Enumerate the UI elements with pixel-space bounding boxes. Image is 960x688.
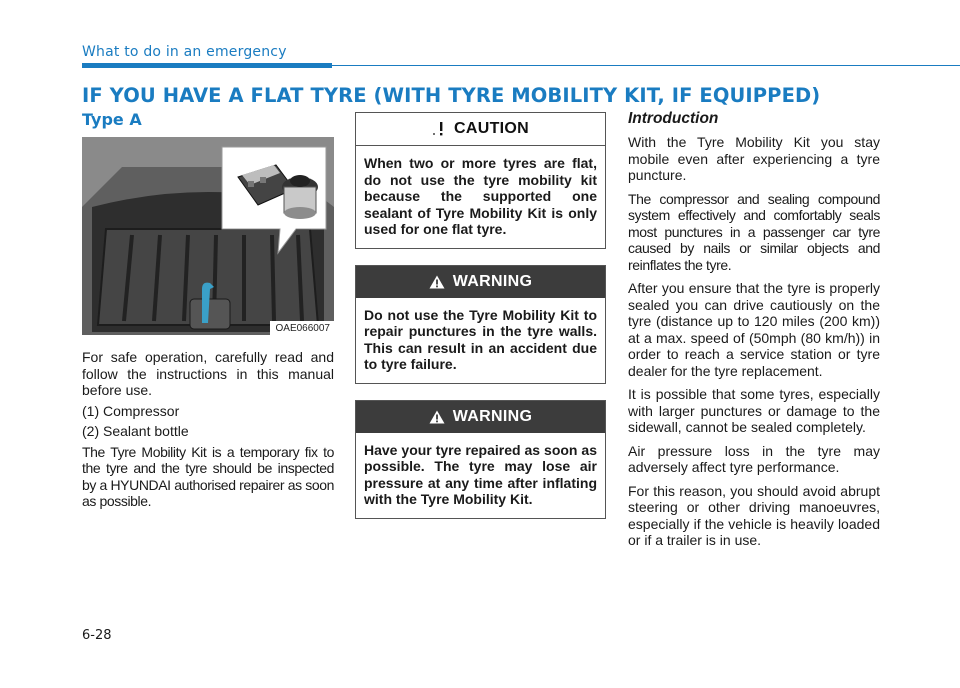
intro-paragraph-4: It is possible that some tyres, especially with larger punctures or damage to the sidewall, cannot be sealed completely. [628,386,880,435]
intro-paragraph-6: For this reason, you should avoid abrupt steering or other driving manoeuvres, especially if the vehicle is heavily loaded or if a trailer is in use. [628,482,880,548]
caution-label: CAUTION [454,120,529,137]
intro-paragraph-3: After you ensure that the tyre is properly sealed you can drive cautiously on the tyre (distance up to 120 miles (200 km)) at a max. speed of (50mph (80 km/h)) in order to reach a service station or tyre dealer for the tyre replacement. [628,280,880,379]
intro-paragraph-1: With the Tyre Mobility Kit you stay mobile even after experiencing a tyre puncture. [628,134,880,183]
intro-paragraph-2: The compressor and sealing compound system effectively and comfortably seals most punctures in a passenger car tyre caused by nails or similar objects and reinflates the tyre. [628,190,880,273]
introduction-heading: Introduction [628,110,719,127]
page-number: 6-28 [82,628,112,643]
warning-icon [429,275,445,289]
warning-icon [429,410,445,424]
page-title: IF YOU HAVE A FLAT TYRE (WITH TYRE MOBILITY KIT, IF EQUIPPED) [82,84,821,107]
warning-text-repair-soon: Have your tyre repaired as soon as possible. The tyre may lose air pressure at any time after inflating with the Tyre Mobility Kit. [364,441,597,507]
warning-text-wall-punctures: Do not use the Tyre Mobility Kit to repair punctures in the tyre walls. This can result in an accident due to tyre failure. [364,306,597,372]
caution-box [355,112,606,249]
warning-header [356,401,605,433]
caution-icon [432,121,446,137]
warning-label: WARNING [452,272,533,290]
section-header: What to do in an emergency [82,44,287,60]
intro-paragraph-5: Air pressure loss in the tyre may adversely affect tyre performance. [628,442,880,475]
caution-text: When two or more tyres are flat, do not use the tyre mobility kit because the supported one sealant of Tyre Mobility Kit is only used for one flat tyre. [364,155,597,237]
list-item-sealant-bottle: (2) Sealant bottle [82,423,189,439]
header-rule-thin [332,65,960,66]
temporary-fix-paragraph: The Tyre Mobility Kit is a temporary fix to the tyre and the tyre should be inspected by a HYUNDAI authorised repairer as soon as possible. [82,443,334,509]
type-heading: Type A [82,110,142,129]
safe-operation-paragraph: For safe operation, carefully read and follow the instructions in this manual before use. [82,349,334,398]
notices-column [355,112,606,535]
caution-header [356,113,605,146]
warning-label: WARNING [452,407,533,425]
warning-box-repair-soon [355,400,606,519]
left-column [82,108,334,510]
trunk-illustration [82,137,334,335]
trunk-figure [82,137,334,335]
warning-box-wall-punctures [355,265,606,384]
right-column [628,108,880,556]
warning-header [356,266,605,298]
list-item-compressor: (1) Compressor [82,402,180,419]
header-rule-thick [82,63,332,68]
figure-code: OAE066007 [270,321,335,335]
